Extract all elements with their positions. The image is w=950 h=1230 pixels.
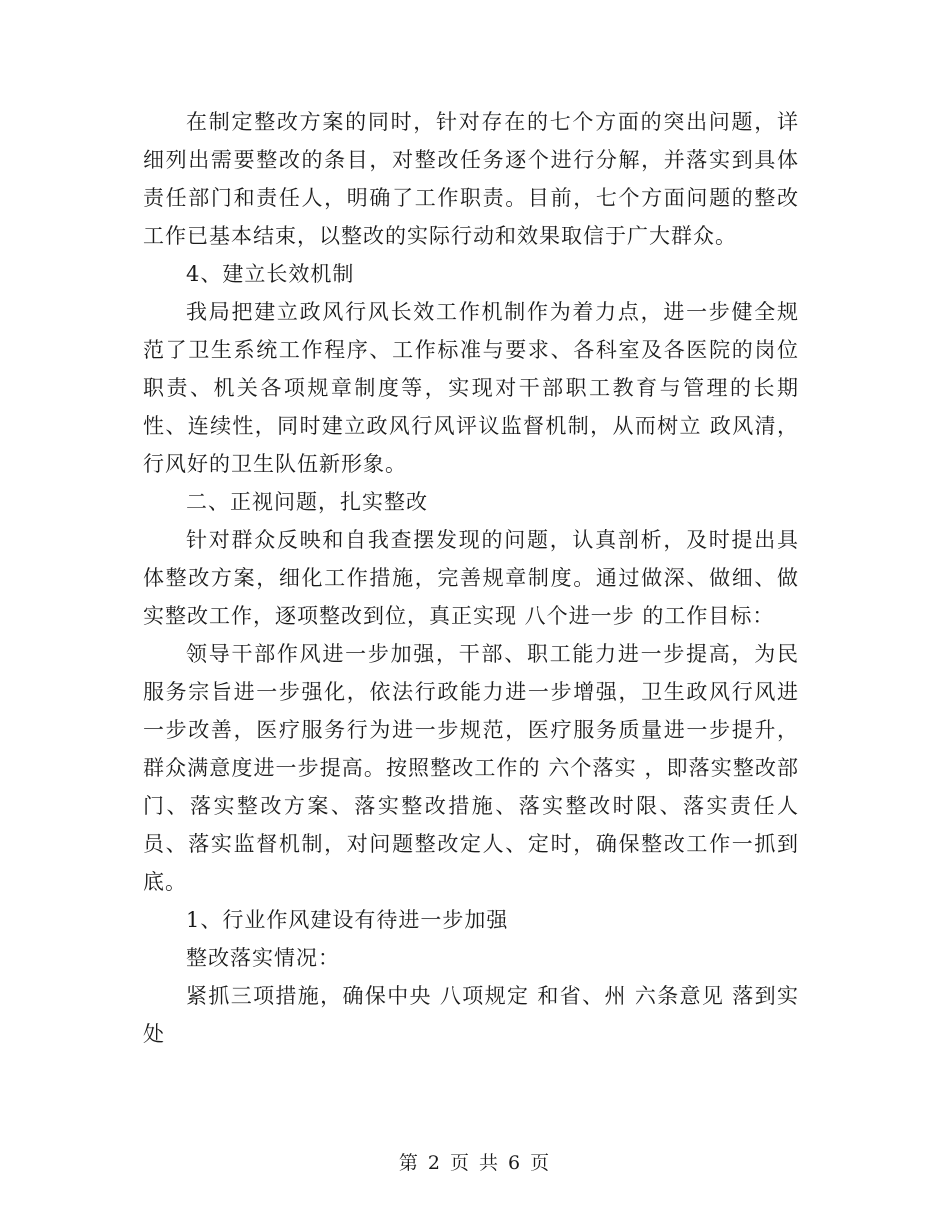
heading-long-term-mechanism: 4、建立长效机制 <box>186 262 355 286</box>
document-body <box>143 103 799 1053</box>
paragraph-work-goals: 领导干部作风进一步加强，干部、职工能力进一步提高，为民服务宗旨进一步强化，依法行政能力进一步增强，卫生政风行风进一步改善，医疗服务行为进一步规范，医疗服务质量进一步提升，群众满意度进一步提高。按照整改工作的 六个落实 ，即落实整改部门、落实整改方案、落实整改措施、落实整改时限、落实责任人员、落实监督机制，对问题整改定人、定时，确保整改工作一抓到底。 <box>143 642 799 894</box>
page-number-footer: 第 2 页 共 6 页 <box>398 1152 552 1174</box>
heading-industry-style: 1、行业作风建设有待进一步加强 <box>186 908 509 932</box>
paragraph-rectification-plan: 在制定整改方案的同时，针对存在的七个方面的突出问题，详细列出需要整改的条目，对整改任务逐个进行分解，并落实到具体责任部门和责任人，明确了工作职责。目前，七个方面问题的整改工作已基本结束，以整改的实际行动和效果取信于广大群众。 <box>143 110 799 248</box>
paragraph-three-measures: 紧抓三项措施，确保中央 八项规定 和省、州 六条意见 落到实处 <box>143 984 799 1046</box>
heading-implementation-status: 整改落实情况： <box>186 946 340 970</box>
paragraph-face-problems: 针对群众反映和自我查摆发现的问题，认真剖析，及时提出具体整改方案，细化工作措施，完善规章制度。通过做深、做细、做实整改工作，逐项整改到位，真正实现 八个进一步 的工作目标： <box>143 528 799 628</box>
paragraph-long-term-mechanism: 我局把建立政风行风长效工作机制作为着力点，进一步健全规范了卫生系统工作程序、工作标准与要求、各科室及各医院的岗位职责、机关各项规章制度等，实现对干部职工教育与管理的长期性、连续性，同时建立政风行风评议监督机制，从而树立 政风清，行风好的卫生队伍新形象。 <box>143 300 799 476</box>
heading-face-problems: 二、正视问题，扎实整改 <box>186 490 428 514</box>
